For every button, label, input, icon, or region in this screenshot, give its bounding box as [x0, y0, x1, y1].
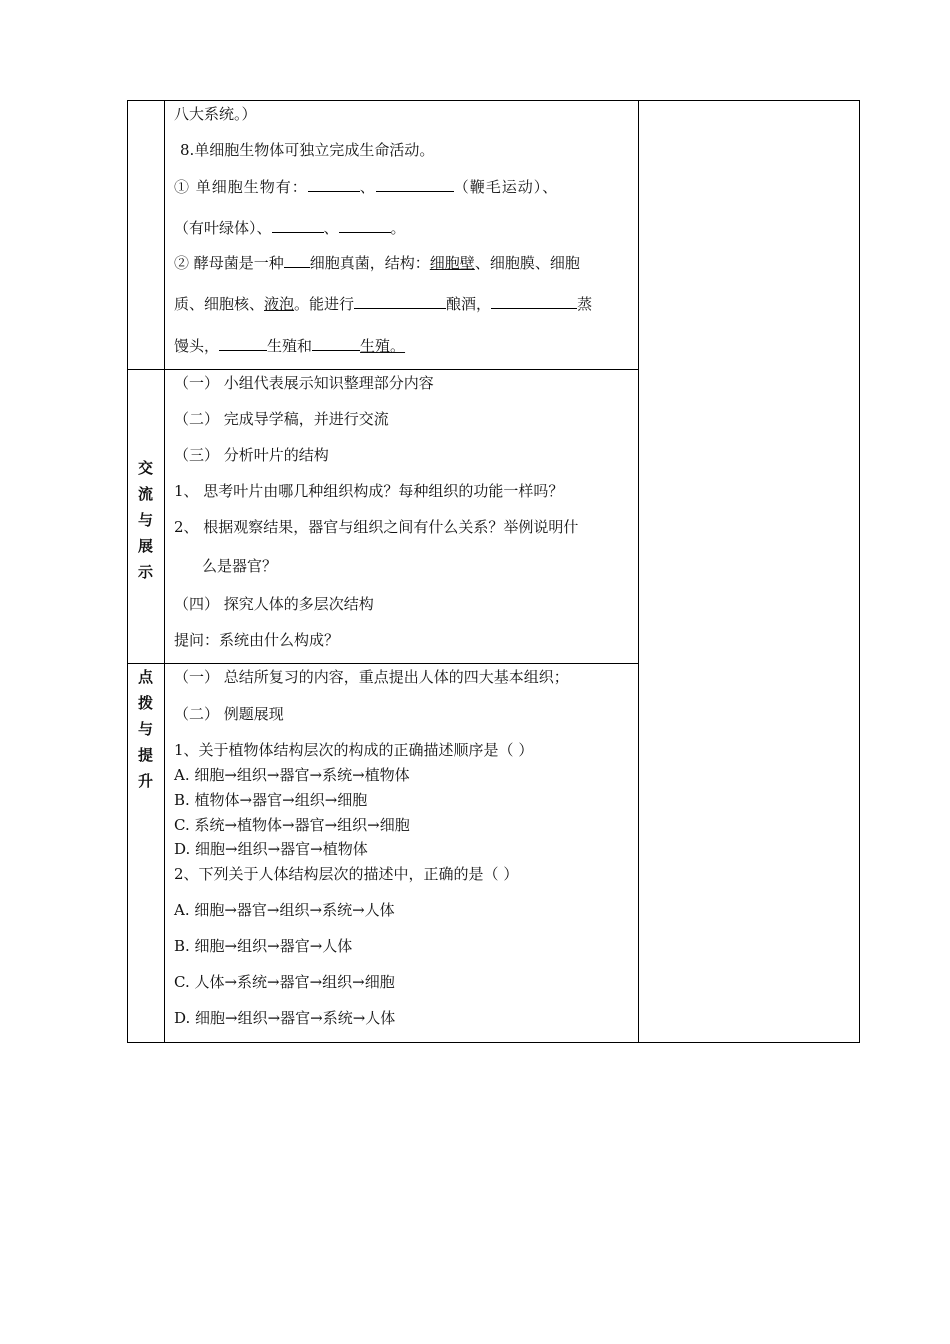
table-border-right [859, 100, 860, 1042]
text-line: （三） 分析叶片的结构 [174, 446, 329, 464]
text-line: 八大系统。） [174, 105, 257, 123]
table-border-bottom [127, 1042, 860, 1043]
question-yeast-line2: 质、细胞核、液泡。能进行 酿酒， 蒸 [174, 295, 593, 313]
text-line: 1、 思考叶片由哪几种组织构成？每种组织的功能一样吗？ [174, 482, 564, 500]
option: C. 系统→植物体→器官→组织→细胞 [174, 816, 410, 834]
table-divider-notes [638, 100, 639, 1042]
table-divider-label [164, 100, 165, 1042]
question-single-cell-organisms-line2: （有叶绿体）、 、 。 [174, 219, 406, 237]
option: D. 细胞→组织→器官→植物体 [174, 840, 368, 858]
text-line: 8.单细胞生物体可独立完成生命活动。 [180, 141, 435, 159]
text-line: 么是器官？ [202, 557, 278, 575]
option: B. 细胞→组织→器官→人体 [174, 937, 353, 955]
section-label-exchange: 交 流 与 展 示 [137, 459, 153, 581]
question-1: 1、关于植物体结构层次的构成的正确描述顺序是（ ） [174, 741, 534, 759]
text-line: （二） 例题展现 [174, 705, 284, 723]
text-line: 提问：系统由什么构成？ [174, 631, 340, 649]
text-line: （二） 完成导学稿，并进行交流 [174, 410, 389, 428]
question-yeast: ② 酵母菌是一种 细胞真菌，结构：细胞壁、细胞膜、细胞 [174, 254, 580, 272]
text-line: （四） 探究人体的多层次结构 [174, 595, 374, 613]
text-line: 2、 根据观察结果，器官与组织之间有什么关系？举例说明什 [174, 518, 579, 536]
option: C. 人体→系统→器官→组织→细胞 [174, 973, 395, 991]
table-border-top [127, 100, 860, 101]
option: B. 植物体→器官→组织→细胞 [174, 791, 368, 809]
question-single-cell-organisms: ① 单细胞生物有： 、 （鞭毛运动）、 [174, 178, 559, 196]
option: D. 细胞→组织→器官→系统→人体 [174, 1009, 396, 1027]
option: A. 细胞→器官→组织→系统→人体 [174, 901, 395, 919]
question-yeast-line3: 馒头， 生殖和 生殖。 [174, 337, 406, 355]
text-line: （一） 总结所复习的内容，重点提出人体的四大基本组织； [174, 668, 569, 686]
text-line: （一） 小组代表展示知识整理部分内容 [174, 374, 434, 392]
row-divider-1 [127, 369, 638, 370]
section-label-guidance: 点 拨 与 提 升 [137, 668, 153, 790]
question-2: 2、下列关于人体结构层次的描述中，正确的是（ ） [174, 865, 519, 883]
row-divider-2 [127, 663, 638, 664]
option: A. 细胞→组织→器官→系统→植物体 [174, 766, 410, 784]
